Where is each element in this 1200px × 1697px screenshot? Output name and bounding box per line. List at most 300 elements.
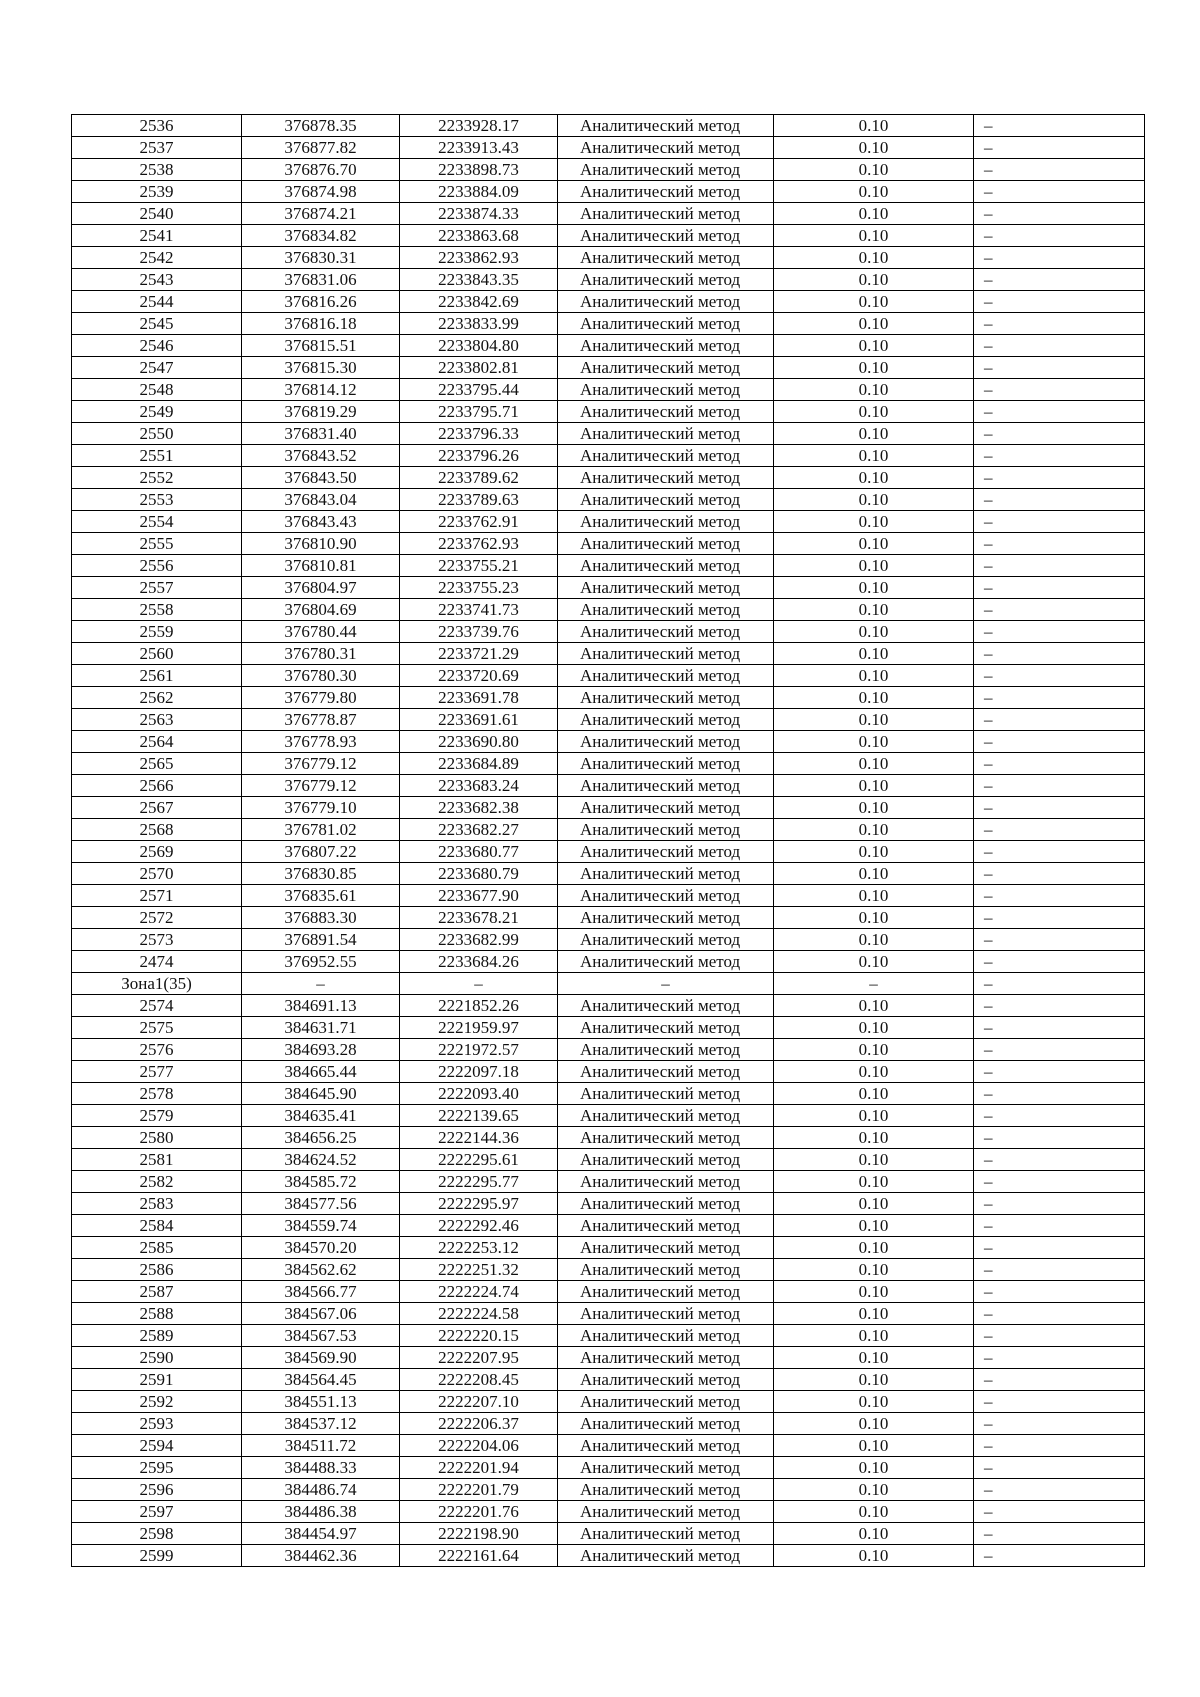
x-coordinate-cell: 384635.41 [242, 1105, 400, 1127]
y-coordinate-cell: 2233720.69 [400, 665, 558, 687]
note-cell: – [974, 1325, 1145, 1347]
method-cell: Аналитический метод [558, 1215, 774, 1237]
table-row [72, 577, 1145, 599]
point-number-cell: 2545 [72, 313, 242, 335]
table-row [72, 797, 1145, 819]
method-cell: Аналитический метод [558, 1039, 774, 1061]
y-coordinate-cell: 2233691.78 [400, 687, 558, 709]
y-coordinate-cell: 2221959.97 [400, 1017, 558, 1039]
table-row [72, 709, 1145, 731]
y-coordinate-cell: 2233690.80 [400, 731, 558, 753]
y-coordinate-cell: 2233680.79 [400, 863, 558, 885]
point-number-cell: 2579 [72, 1105, 242, 1127]
note-cell: – [974, 555, 1145, 577]
table-row [72, 687, 1145, 709]
accuracy-cell: 0.10 [774, 753, 974, 775]
note-cell: – [974, 687, 1145, 709]
note-cell: – [974, 1127, 1145, 1149]
accuracy-cell: 0.10 [774, 1545, 974, 1567]
x-coordinate-cell: 376883.30 [242, 907, 400, 929]
x-coordinate-cell: 376843.04 [242, 489, 400, 511]
accuracy-cell: 0.10 [774, 1061, 974, 1083]
point-number-cell: 2542 [72, 247, 242, 269]
point-number-cell: 2541 [72, 225, 242, 247]
point-number-cell: 2554 [72, 511, 242, 533]
accuracy-cell: 0.10 [774, 1391, 974, 1413]
note-cell: – [974, 1083, 1145, 1105]
method-cell: Аналитический метод [558, 1523, 774, 1545]
table-row [72, 159, 1145, 181]
note-cell: – [974, 1237, 1145, 1259]
x-coordinate-cell: 384577.56 [242, 1193, 400, 1215]
method-cell: Аналитический метод [558, 357, 774, 379]
note-cell: – [974, 181, 1145, 203]
accuracy-cell: 0.10 [774, 599, 974, 621]
point-number-cell: 2544 [72, 291, 242, 313]
x-coordinate-cell: 384693.28 [242, 1039, 400, 1061]
y-coordinate-cell: 2233684.26 [400, 951, 558, 973]
accuracy-cell: 0.10 [774, 1413, 974, 1435]
note-cell: – [974, 753, 1145, 775]
method-cell: Аналитический метод [558, 1369, 774, 1391]
table-row [72, 1391, 1145, 1413]
point-number-cell: 2559 [72, 621, 242, 643]
accuracy-cell: 0.10 [774, 797, 974, 819]
accuracy-cell: 0.10 [774, 577, 974, 599]
x-coordinate-cell: 384665.44 [242, 1061, 400, 1083]
x-coordinate-cell: 376778.93 [242, 731, 400, 753]
x-coordinate-cell: 376810.81 [242, 555, 400, 577]
y-coordinate-cell: 2233913.43 [400, 137, 558, 159]
method-cell: Аналитический метод [558, 775, 774, 797]
note-cell: – [974, 423, 1145, 445]
y-coordinate-cell: 2233680.77 [400, 841, 558, 863]
table-row [72, 1083, 1145, 1105]
y-coordinate-cell: 2222097.18 [400, 1061, 558, 1083]
note-cell: – [974, 1303, 1145, 1325]
accuracy-cell: 0.10 [774, 643, 974, 665]
accuracy-cell: 0.10 [774, 841, 974, 863]
y-coordinate-cell: 2233898.73 [400, 159, 558, 181]
x-coordinate-cell: 376816.26 [242, 291, 400, 313]
point-number-cell: 2588 [72, 1303, 242, 1325]
accuracy-cell: 0.10 [774, 1281, 974, 1303]
note-cell: – [974, 1193, 1145, 1215]
point-number-cell: 2540 [72, 203, 242, 225]
table-row [72, 247, 1145, 269]
method-cell: Аналитический метод [558, 555, 774, 577]
y-coordinate-cell: 2233789.63 [400, 489, 558, 511]
accuracy-cell: 0.10 [774, 269, 974, 291]
point-number-cell: 2595 [72, 1457, 242, 1479]
method-cell: Аналитический метод [558, 863, 774, 885]
x-coordinate-cell: 376891.54 [242, 929, 400, 951]
accuracy-cell: 0.10 [774, 665, 974, 687]
note-cell: – [974, 159, 1145, 181]
x-coordinate-cell: 384559.74 [242, 1215, 400, 1237]
accuracy-cell: 0.10 [774, 907, 974, 929]
accuracy-cell: 0.10 [774, 1457, 974, 1479]
table-row [72, 1303, 1145, 1325]
point-number-cell: Зона1(35) [72, 973, 242, 995]
method-cell: Аналитический метод [558, 489, 774, 511]
point-number-cell: 2592 [72, 1391, 242, 1413]
y-coordinate-cell: 2222139.65 [400, 1105, 558, 1127]
note-cell: – [974, 1523, 1145, 1545]
accuracy-cell: – [774, 973, 974, 995]
note-cell: – [974, 577, 1145, 599]
x-coordinate-cell: 384454.97 [242, 1523, 400, 1545]
method-cell: Аналитический метод [558, 731, 774, 753]
point-number-cell: 2569 [72, 841, 242, 863]
note-cell: – [974, 1149, 1145, 1171]
table-row [72, 313, 1145, 335]
accuracy-cell: 0.10 [774, 181, 974, 203]
y-coordinate-cell: 2222198.90 [400, 1523, 558, 1545]
accuracy-cell: 0.10 [774, 1523, 974, 1545]
point-number-cell: 2550 [72, 423, 242, 445]
point-number-cell: 2591 [72, 1369, 242, 1391]
y-coordinate-cell: 2222093.40 [400, 1083, 558, 1105]
x-coordinate-cell: 376874.21 [242, 203, 400, 225]
table-row [72, 379, 1145, 401]
accuracy-cell: 0.10 [774, 1017, 974, 1039]
y-coordinate-cell: 2233755.21 [400, 555, 558, 577]
y-coordinate-cell: 2233691.61 [400, 709, 558, 731]
y-coordinate-cell: 2233863.68 [400, 225, 558, 247]
accuracy-cell: 0.10 [774, 357, 974, 379]
note-cell: – [974, 401, 1145, 423]
table-row [72, 137, 1145, 159]
note-cell: – [974, 863, 1145, 885]
table-row [72, 951, 1145, 973]
point-number-cell: 2598 [72, 1523, 242, 1545]
note-cell: – [974, 269, 1145, 291]
accuracy-cell: 0.10 [774, 731, 974, 753]
point-number-cell: 2597 [72, 1501, 242, 1523]
point-number-cell: 2543 [72, 269, 242, 291]
method-cell: Аналитический метод [558, 1545, 774, 1567]
y-coordinate-cell: 2233795.44 [400, 379, 558, 401]
y-coordinate-cell: 2233762.93 [400, 533, 558, 555]
table-row [72, 1017, 1145, 1039]
method-cell: Аналитический метод [558, 665, 774, 687]
accuracy-cell: 0.10 [774, 1149, 974, 1171]
x-coordinate-cell: 384656.25 [242, 1127, 400, 1149]
accuracy-cell: 0.10 [774, 115, 974, 137]
point-number-cell: 2565 [72, 753, 242, 775]
y-coordinate-cell: 2233677.90 [400, 885, 558, 907]
y-coordinate-cell: 2222292.46 [400, 1215, 558, 1237]
accuracy-cell: 0.10 [774, 137, 974, 159]
note-cell: – [974, 489, 1145, 511]
point-number-cell: 2575 [72, 1017, 242, 1039]
point-number-cell: 2571 [72, 885, 242, 907]
method-cell: Аналитический метод [558, 1325, 774, 1347]
x-coordinate-cell: 376877.82 [242, 137, 400, 159]
table-row [72, 1061, 1145, 1083]
method-cell: Аналитический метод [558, 1061, 774, 1083]
accuracy-cell: 0.10 [774, 1479, 974, 1501]
point-number-cell: 2582 [72, 1171, 242, 1193]
note-cell: – [974, 357, 1145, 379]
accuracy-cell: 0.10 [774, 1501, 974, 1523]
note-cell: – [974, 1281, 1145, 1303]
accuracy-cell: 0.10 [774, 819, 974, 841]
accuracy-cell: 0.10 [774, 401, 974, 423]
x-coordinate-cell: 384537.12 [242, 1413, 400, 1435]
note-cell: – [974, 203, 1145, 225]
point-number-cell: 2589 [72, 1325, 242, 1347]
point-number-cell: 2564 [72, 731, 242, 753]
table-row [72, 1171, 1145, 1193]
method-cell: Аналитический метод [558, 1127, 774, 1149]
note-cell: – [974, 1215, 1145, 1237]
x-coordinate-cell: 376779.12 [242, 775, 400, 797]
x-coordinate-cell: 384486.38 [242, 1501, 400, 1523]
accuracy-cell: 0.10 [774, 885, 974, 907]
y-coordinate-cell: 2222295.77 [400, 1171, 558, 1193]
table-row [72, 995, 1145, 1017]
y-coordinate-cell: 2222253.12 [400, 1237, 558, 1259]
x-coordinate-cell: 384645.90 [242, 1083, 400, 1105]
x-coordinate-cell: 376804.97 [242, 577, 400, 599]
accuracy-cell: 0.10 [774, 555, 974, 577]
note-cell: – [974, 1105, 1145, 1127]
table-row [72, 181, 1145, 203]
y-coordinate-cell: 2233682.27 [400, 819, 558, 841]
y-coordinate-cell: 2222144.36 [400, 1127, 558, 1149]
table-row [72, 555, 1145, 577]
point-number-cell: 2590 [72, 1347, 242, 1369]
table-row [72, 335, 1145, 357]
point-number-cell: 2536 [72, 115, 242, 137]
y-coordinate-cell: 2222295.61 [400, 1149, 558, 1171]
point-number-cell: 2552 [72, 467, 242, 489]
y-coordinate-cell: 2233683.24 [400, 775, 558, 797]
table-row [72, 1149, 1145, 1171]
point-number-cell: 2474 [72, 951, 242, 973]
y-coordinate-cell: 2221972.57 [400, 1039, 558, 1061]
note-cell: – [974, 1369, 1145, 1391]
x-coordinate-cell: 384570.20 [242, 1237, 400, 1259]
table-row [72, 753, 1145, 775]
point-number-cell: 2570 [72, 863, 242, 885]
x-coordinate-cell: 376780.31 [242, 643, 400, 665]
accuracy-cell: 0.10 [774, 775, 974, 797]
method-cell: Аналитический метод [558, 401, 774, 423]
method-cell: Аналитический метод [558, 1501, 774, 1523]
note-cell: – [974, 225, 1145, 247]
method-cell: – [558, 973, 774, 995]
method-cell: Аналитический метод [558, 533, 774, 555]
accuracy-cell: 0.10 [774, 1105, 974, 1127]
x-coordinate-cell: 376830.31 [242, 247, 400, 269]
method-cell: Аналитический метод [558, 1435, 774, 1457]
note-cell: – [974, 1391, 1145, 1413]
point-number-cell: 2562 [72, 687, 242, 709]
x-coordinate-cell: 384691.13 [242, 995, 400, 1017]
accuracy-cell: 0.10 [774, 159, 974, 181]
table-row [72, 1457, 1145, 1479]
y-coordinate-cell: 2233796.33 [400, 423, 558, 445]
accuracy-cell: 0.10 [774, 1215, 974, 1237]
note-cell: – [974, 621, 1145, 643]
table-row [72, 357, 1145, 379]
y-coordinate-cell: 2222207.95 [400, 1347, 558, 1369]
zone-header-row [72, 973, 1145, 995]
method-cell: Аналитический метод [558, 445, 774, 467]
table-row [72, 863, 1145, 885]
method-cell: Аналитический метод [558, 225, 774, 247]
method-cell: Аналитический метод [558, 467, 774, 489]
method-cell: Аналитический метод [558, 511, 774, 533]
table-row [72, 1479, 1145, 1501]
note-cell: – [974, 1017, 1145, 1039]
method-cell: Аналитический метод [558, 687, 774, 709]
note-cell: – [974, 379, 1145, 401]
x-coordinate-cell: 384569.90 [242, 1347, 400, 1369]
point-number-cell: 2556 [72, 555, 242, 577]
y-coordinate-cell: 2233682.99 [400, 929, 558, 951]
x-coordinate-cell: 376952.55 [242, 951, 400, 973]
note-cell: – [974, 797, 1145, 819]
method-cell: Аналитический метод [558, 313, 774, 335]
accuracy-cell: 0.10 [774, 709, 974, 731]
x-coordinate-cell: 376831.06 [242, 269, 400, 291]
x-coordinate-cell: 376810.90 [242, 533, 400, 555]
method-cell: Аналитический метод [558, 995, 774, 1017]
x-coordinate-cell: 376815.51 [242, 335, 400, 357]
note-cell: – [974, 819, 1145, 841]
y-coordinate-cell: 2222201.79 [400, 1479, 558, 1501]
accuracy-cell: 0.10 [774, 423, 974, 445]
note-cell: – [974, 775, 1145, 797]
note-cell: – [974, 1171, 1145, 1193]
method-cell: Аналитический метод [558, 1259, 774, 1281]
y-coordinate-cell: 2233804.80 [400, 335, 558, 357]
accuracy-cell: 0.10 [774, 1347, 974, 1369]
note-cell: – [974, 445, 1145, 467]
y-coordinate-cell: 2233884.09 [400, 181, 558, 203]
x-coordinate-cell: 384567.53 [242, 1325, 400, 1347]
note-cell: – [974, 643, 1145, 665]
table-row [72, 1193, 1145, 1215]
table-row [72, 1347, 1145, 1369]
table-row [72, 401, 1145, 423]
y-coordinate-cell: 2221852.26 [400, 995, 558, 1017]
accuracy-cell: 0.10 [774, 1193, 974, 1215]
accuracy-cell: 0.10 [774, 247, 974, 269]
accuracy-cell: 0.10 [774, 1039, 974, 1061]
method-cell: Аналитический метод [558, 247, 774, 269]
method-cell: Аналитический метод [558, 269, 774, 291]
accuracy-cell: 0.10 [774, 1435, 974, 1457]
table-row [72, 467, 1145, 489]
accuracy-cell: 0.10 [774, 1325, 974, 1347]
method-cell: Аналитический метод [558, 643, 774, 665]
point-number-cell: 2585 [72, 1237, 242, 1259]
point-number-cell: 2546 [72, 335, 242, 357]
table-row [72, 885, 1145, 907]
table-row [72, 929, 1145, 951]
point-number-cell: 2558 [72, 599, 242, 621]
table-row [72, 643, 1145, 665]
y-coordinate-cell: 2222206.37 [400, 1413, 558, 1435]
x-coordinate-cell: 376779.12 [242, 753, 400, 775]
method-cell: Аналитический метод [558, 1391, 774, 1413]
point-number-cell: 2573 [72, 929, 242, 951]
accuracy-cell: 0.10 [774, 335, 974, 357]
method-cell: Аналитический метод [558, 841, 774, 863]
table-row [72, 1369, 1145, 1391]
method-cell: Аналитический метод [558, 1237, 774, 1259]
x-coordinate-cell: 376814.12 [242, 379, 400, 401]
table-row [72, 115, 1145, 137]
x-coordinate-cell: 376781.02 [242, 819, 400, 841]
point-number-cell: 2586 [72, 1259, 242, 1281]
table-row [72, 1259, 1145, 1281]
accuracy-cell: 0.10 [774, 687, 974, 709]
method-cell: Аналитический метод [558, 885, 774, 907]
y-coordinate-cell: 2222201.76 [400, 1501, 558, 1523]
point-number-cell: 2593 [72, 1413, 242, 1435]
method-cell: Аналитический метод [558, 137, 774, 159]
point-number-cell: 2584 [72, 1215, 242, 1237]
table-row [72, 511, 1145, 533]
point-number-cell: 2537 [72, 137, 242, 159]
point-number-cell: 2596 [72, 1479, 242, 1501]
note-cell: – [974, 1545, 1145, 1567]
point-number-cell: 2567 [72, 797, 242, 819]
table-row [72, 291, 1145, 313]
method-cell: Аналитический метод [558, 929, 774, 951]
note-cell: – [974, 247, 1145, 269]
x-coordinate-cell: 384585.72 [242, 1171, 400, 1193]
method-cell: Аналитический метод [558, 1347, 774, 1369]
x-coordinate-cell: 376779.80 [242, 687, 400, 709]
y-coordinate-cell: 2233684.89 [400, 753, 558, 775]
x-coordinate-cell: 376834.82 [242, 225, 400, 247]
point-number-cell: 2594 [72, 1435, 242, 1457]
y-coordinate-cell: 2222295.97 [400, 1193, 558, 1215]
table-row [72, 907, 1145, 929]
note-cell: – [974, 995, 1145, 1017]
x-coordinate-cell: 376835.61 [242, 885, 400, 907]
point-number-cell: 2539 [72, 181, 242, 203]
point-number-cell: 2560 [72, 643, 242, 665]
table-row [72, 599, 1145, 621]
accuracy-cell: 0.10 [774, 929, 974, 951]
accuracy-cell: 0.10 [774, 467, 974, 489]
method-cell: Аналитический метод [558, 797, 774, 819]
method-cell: Аналитический метод [558, 577, 774, 599]
note-cell: – [974, 1347, 1145, 1369]
y-coordinate-cell: 2233843.35 [400, 269, 558, 291]
y-coordinate-cell: 2233862.93 [400, 247, 558, 269]
table-row [72, 819, 1145, 841]
accuracy-cell: 0.10 [774, 995, 974, 1017]
method-cell: Аналитический метод [558, 159, 774, 181]
point-number-cell: 2572 [72, 907, 242, 929]
note-cell: – [974, 929, 1145, 951]
point-number-cell: 2551 [72, 445, 242, 467]
note-cell: – [974, 1435, 1145, 1457]
table-row [72, 775, 1145, 797]
y-coordinate-cell: 2233842.69 [400, 291, 558, 313]
point-number-cell: 2577 [72, 1061, 242, 1083]
x-coordinate-cell: 376815.30 [242, 357, 400, 379]
